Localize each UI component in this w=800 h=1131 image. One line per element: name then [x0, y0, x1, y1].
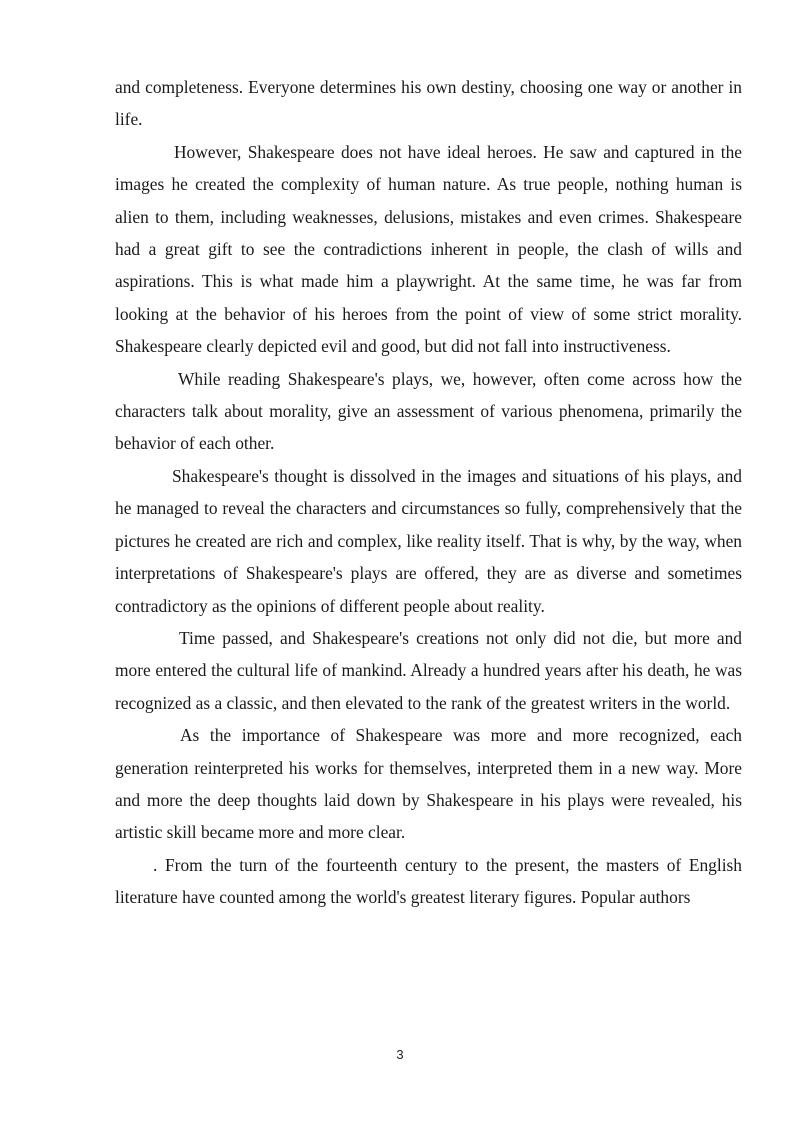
paragraph-1: and completeness. Everyone determines his own destiny, choosing one way or another in life. — [115, 77, 742, 130]
paragraph-4: Shakespeare's thought is dissolved in the images and situations of his plays, and he managed to reveal the characters and circumstances so fully, comprehensively that the pictures he created are rich and complex, like reality itself. That is why, by the way, when interpretations of Shakespeare's plays are offered, they are as diverse and sometimes contradictory as the opinions of different people about reality. — [115, 465, 742, 616]
paragraph-2: However, Shakespeare does not have ideal heroes. He saw and captured in the images he created the complexity of human nature. As true people, nothing human is alien to them, including weaknesses, delusions, mistakes and even crimes. Shakespeare had a great gift to see the contradictions inherent in people, the clash of wills and aspirations. This is what made him a playwright. At the same time, he was far from looking at the behavior of his heroes from the point of view of some strict morality. Shakespeare clearly depicted evil and good, but did not fall into instructiveness. — [115, 141, 742, 357]
paragraph-5: Time passed, and Shakespeare's creations not only did not die, but more and more entered the cultural life of mankind. Already a hundred years after his death, he was recognized as a classic, and then elevated to the rank of the greatest writers in the world. — [115, 627, 742, 713]
page-number: 3 — [396, 1047, 404, 1062]
paragraph-6: As the importance of Shakespeare was more and more recognized, each generation reinterpreted his works for themselves, interpreted them in a new way. More and more the deep thoughts laid down by Shakespeare in his plays were revealed, his artistic skill became more and more clear. — [115, 725, 742, 843]
body-text — [115, 71, 742, 914]
paragraph-7: . From the turn of the fourteenth century to the present, the masters of English literature have counted among the world's greatest literary figures. Popular authors — [115, 854, 742, 908]
paragraph-3: While reading Shakespeare's plays, we, however, often come across how the characters talk about morality, give an assessment of various phenomena, primarily the behavior of each other. — [115, 368, 742, 454]
